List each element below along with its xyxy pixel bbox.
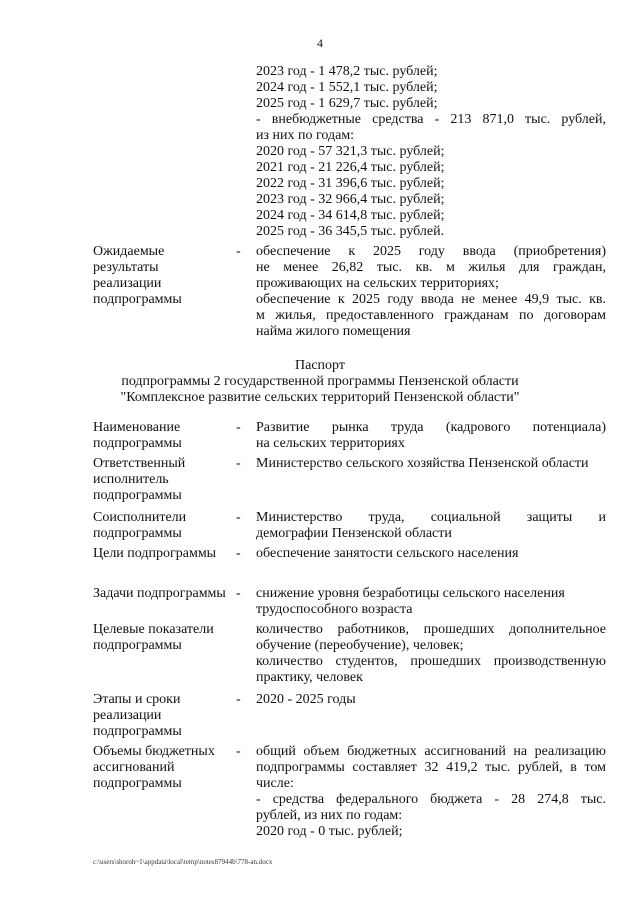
text-line: 2024 год - 34 614,8 тыс. рублей; — [256, 208, 445, 223]
text-line: количество работников, прошедших дополнительное — [256, 622, 606, 637]
text-line: - внебюджетные средства - 213 871,0 тыс. рублей, — [256, 112, 606, 127]
expected-results-label: Ожидаемые результаты реализации подпрограммы — [93, 244, 182, 307]
text-line: 2024 год - 1 552,1 тыс. рублей; — [256, 80, 438, 95]
text-line: Министерство сельского хозяйства Пензенской области — [256, 456, 589, 471]
text-line: 2025 год - 36 345,5 тыс. рублей. — [256, 224, 445, 239]
text-line: не менее 26,82 тыс. кв. м жилья для граждан, — [256, 260, 606, 275]
passport-program-name: "Комплексное развитие сельских территорий Пензенской области" — [120, 390, 520, 405]
text-line: числе: — [256, 776, 294, 791]
tasks-label: Задачи подпрограммы — [93, 586, 226, 601]
text-line: 2020 год - 57 321,3 тыс. рублей; — [256, 144, 445, 159]
text-line: 2023 год - 1 478,2 тыс. рублей; — [256, 64, 438, 79]
text-line: демографии Пензенской области — [256, 526, 452, 541]
text-line: обеспечение занятости сельского населения — [256, 546, 519, 561]
text-line: 2025 год - 1 629,7 тыс. рублей; — [256, 96, 438, 111]
text-line: обучение (переобучение), человек; — [256, 638, 464, 653]
page-number: 4 — [317, 36, 323, 50]
text-line: количество студентов, прошедших производственную — [256, 654, 606, 669]
text-line: 2021 год - 21 226,4 тыс. рублей; — [256, 160, 445, 175]
targets-label: Целевые показатели подпрограммы — [93, 622, 214, 653]
text-line: снижение уровня безработицы сельского населения — [256, 586, 565, 601]
row-dash: - — [236, 586, 241, 601]
text-line: найма жилого помещения — [256, 324, 411, 339]
file-path-footer: c:\users\shoroh~1\appdata\local\temp\notes87944b\778-an.docx — [93, 858, 273, 866]
text-line: из них по годам: — [256, 128, 355, 143]
goals-label: Цели подпрограммы — [93, 546, 217, 561]
passport-subtitle: подпрограммы 2 государственной программы Пензенской области — [121, 374, 519, 389]
text-line: практику, человек — [256, 670, 363, 685]
text-line: на сельских территориях — [256, 436, 405, 451]
text-line: Развитие рынка труда (кадрового потенциала) — [256, 420, 606, 435]
text-line: 2023 год - 32 966,4 тыс. рублей; — [256, 192, 445, 207]
row-dash: - — [236, 420, 241, 435]
responsible-label: Ответственный исполнитель подпрограммы — [93, 456, 186, 503]
budget-label: Объемы бюджетных ассигнований подпрограммы — [93, 744, 215, 791]
text-line: проживающих на сельских территориях; — [256, 276, 499, 291]
text-line: рублей, из них по годам: — [256, 808, 403, 823]
row-dash: - — [236, 456, 241, 471]
stages-label: Этапы и сроки реализации подпрограммы — [93, 692, 182, 739]
row-dash: - — [236, 744, 241, 759]
coexecutors-label: Соисполнители подпрограммы — [93, 510, 187, 541]
name-label: Наименование подпрограммы — [93, 420, 182, 451]
text-line: трудоспособного возраста — [256, 602, 413, 617]
text-line: обеспечение к 2025 году ввода (приобретения) — [256, 244, 606, 259]
passport-title: Паспорт — [295, 358, 345, 373]
text-line: подпрограммы составляет 32 419,2 тыс. рублей, в том — [256, 760, 606, 775]
text-line: 2022 год - 31 396,6 тыс. рублей; — [256, 176, 445, 191]
text-line: 2020 год - 0 тыс. рублей; — [256, 824, 403, 839]
row-dash: - — [236, 692, 241, 707]
text-line: обеспечение к 2025 году ввода не менее 49,9 тыс. кв. — [256, 292, 606, 307]
text-line: м жилья, предоставленного гражданам по договорам — [256, 308, 606, 323]
row-dash: - — [236, 510, 241, 525]
text-line: общий объем бюджетных ассигнований на реализацию — [256, 744, 606, 759]
row-dash: - — [236, 546, 241, 561]
text-line: - средства федерального бюджета - 28 274,8 тыс. — [256, 792, 606, 807]
text-line: Министерство труда, социальной защиты и — [256, 510, 606, 525]
row-dash: - — [236, 244, 241, 259]
text-line: 2020 - 2025 годы — [256, 692, 356, 707]
